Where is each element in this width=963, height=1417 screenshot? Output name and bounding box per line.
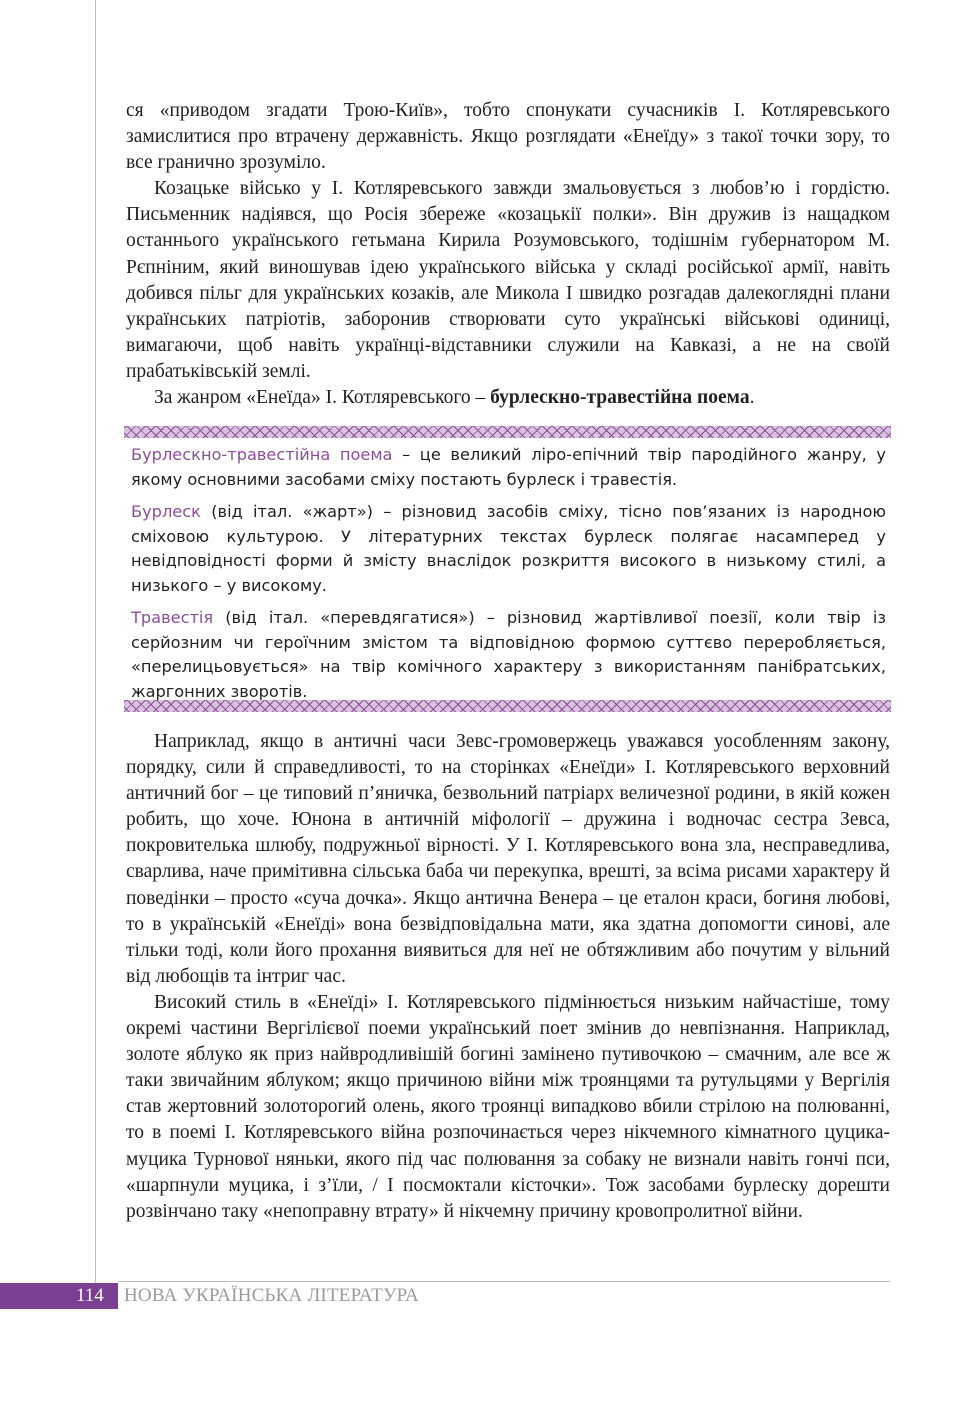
definition-box-bottom-border [124,700,891,712]
definition-box [131,443,886,712]
paragraph: Наприклад, якщо в античні часи Зевс-громовержець уважався уособленням закону, порядку, сили й справедливості, то на сторінках «Енеїди» І. Котляревського верховний античний бог – це типовий п’яничка, безвольний патріарх величезної родини, в якій кожен робить, що хоче. Юнона в античній міфології – дружина і водночас сестра Зевса, покровителька шлюбу, подружньої вірності. У І. Котляревського вона зла, несправедлива, сварлива, наче примітивна сільська баба чи перекупка, врешті, за всіма рисами характеру й поведінки – просто «суча дочка». Якщо антична Венера – це еталон краси, богиня любові, то в українській «Енеїді» вона безвідповідальна мати, яка здатна допомогти синові, але тільки тоді, коли його прохання виявиться для неї не обтяжливим або почутим у вільний від любощів та інтриг час. [126,731,890,987]
footer-rule [118,1281,890,1282]
paragraph: ся «приводом згадати Трою-Київ», тобто спонукати сучасників І. Котляревського замислитися про втрачену державність. Якщо розглядати «Енеїду» з такої точки зору, то все гранично зрозуміло. [126,100,890,174]
definition-item [131,443,886,492]
definition-term: Бурлескно-травестійна поема [131,445,393,464]
page-number: 114 [76,1285,104,1306]
definition-term: Травестія [131,608,214,627]
margin-rule [95,0,96,1290]
genre-suffix: . [749,387,755,409]
definition-text: (від італ. «перевдягатися») – різновид жартівливої поезії, коли твір із серйозним чи героїчним змістом та відповідною формою суттєво переробляється, «перелицьовується» на твір комічного характеру з використанням панібратських, жаргонних зворотів. [131,608,886,701]
genre-prefix: За жанром «Енеїда» І. Котляревського – [154,387,491,409]
paragraph: Козацьке військо у І. Котляревського завжди змальовується з любов’ю і гордістю. Письменник надіявся, що Росія збереже «козацькії полки». Він дружив із нащадком останнього українського гетьмана Кирила Розумовського, тодішнім губернатором М. Рєпніним, який виношував ідею українського війська у складі російської армії, навіть добився пільг для українських козаків, але Микола І швидко розгадав далекоглядні плани українських патріотів, заборонив створювати суто українські військові одиниці, вимагаючи, щоб навіть українці-відставники служили на Кавказі, а не на своїй прабатьківській землі. [126,178,890,382]
definition-term: Бурлеск [131,502,201,521]
genre-paragraph [126,385,890,411]
paragraph: Високий стиль в «Енеїді» І. Котляревського підмінюється низьким найчастіше, тому окремі частини Вергілієвої поеми український поет змінив до невпізнання. Наприклад, золоте яблуко як приз найвродливішій богині замінено путивочкою – смачним, але все ж таки звичайним яблуком; якщо причиною війни між троянцями та рутульцями у Вергілія став жертовний золоторогий олень, якого троянці випадково вбили стрілою на полюванні, то в поемі І. Котляревського війна розпочинається через нікчемного кімнатного цуцика-муцика Турнової няньки, якого під час полювання за собаку не визнали навіть гончі пси, «шарпнули муцика, і з’їли, / І посмоктали кісточки». Тож засобами бурлеску дорешти розвінчано таку «непоправну втрату» й нікчемну причину кровопролитної війни. [126,991,890,1222]
definition-item [131,500,886,598]
body-text-top [126,98,890,411]
genre-term: бурлескно-травестійна поема [490,387,750,409]
body-text-bottom [126,729,890,1225]
definition-text: – це великий ліро-епічний твір пародійного жанру, у якому основними засобами сміху постають бурлеск і травестія. [131,445,886,489]
definition-text: (від італ. «жарт») – різновид засобів сміху, тісно пов’язаних із народною сміховою культурою. У літературних текстах бурлеск полягає насамперед у невідповідності форми й змісту внаслідок розкриття високого в низькому стилі, а низького – у високому. [131,502,886,595]
running-title: НОВА УКРАЇНСЬКА ЛІТЕРАТУРА [124,1285,419,1306]
definition-item [131,606,886,704]
definition-box-top-border [124,426,891,438]
